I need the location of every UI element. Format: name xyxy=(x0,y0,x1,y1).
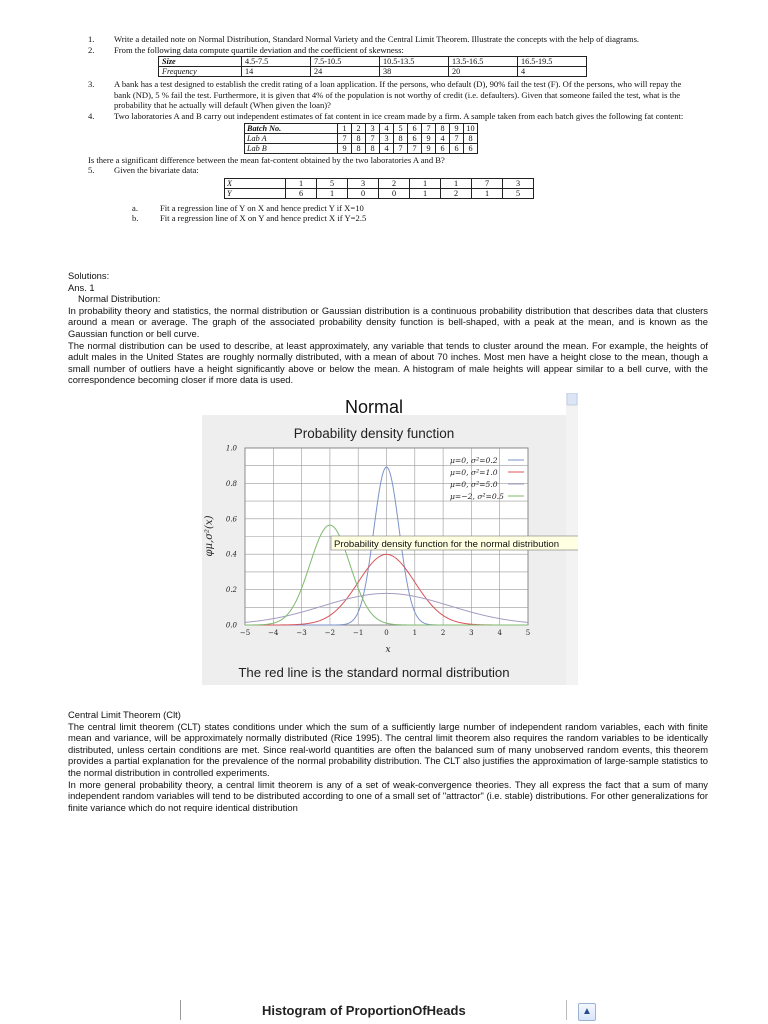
legend-label: μ=0, σ²=1.0 xyxy=(450,468,498,477)
lab-b-cell: 7 xyxy=(394,143,408,153)
clt-heading: Central Limit Theorem (Clt) xyxy=(68,709,181,720)
question-text: Given the bivariate data: xyxy=(114,165,199,176)
lab-b-cell: 8 xyxy=(366,143,380,153)
lab-b-cell: 6 xyxy=(450,143,464,153)
y-cell: 0 xyxy=(348,188,379,198)
tooltip-text: Probability density function for the normal distribution xyxy=(334,539,560,550)
lab-a-label: Lab A xyxy=(245,133,338,143)
y-cell: 2 xyxy=(441,188,472,198)
batch-cell: 7 xyxy=(422,123,436,133)
pdf-chart xyxy=(202,393,578,685)
x-cell: 1 xyxy=(410,178,441,188)
fat-content-table xyxy=(244,123,478,154)
lab-a-cell: 7 xyxy=(338,133,352,143)
solutions-section xyxy=(68,270,708,386)
lab-a-cell: 6 xyxy=(408,133,422,143)
frequency-cell: 24 xyxy=(311,67,380,77)
scrollbar-thumb[interactable] xyxy=(567,393,577,405)
normal-distribution-paragraph-2: The normal distribution can be used to describe, at least approximately, any variable that tends to cluster around the mean. For example, the heights of adult males in the United States are roughly normally distributed, with a mean of about 70 inches. Most men have a height close to the mean, though a small number of outliers have a height significantly above or below the mean. A histogram of male heights will appear similar to a bell curve, with the correspondence becoming closer if more data is used. xyxy=(68,339,708,386)
lab-a-cell: 8 xyxy=(464,133,478,143)
question-number: 4. xyxy=(88,110,95,121)
clt-paragraph-2: In more general probability theory, a central limit theorem is any of a set of weak-convergence theories. They all express the fact that a sum of many independent random variables will tend to be distributed according to one of a small set of "attractor" (i.e. stable) distributions. For other generalizations for finite variance which do not require identical distribution xyxy=(68,778,708,813)
tooltip xyxy=(331,536,578,550)
lab-b-row xyxy=(245,143,478,153)
batch-cell: 2 xyxy=(352,123,366,133)
question-text: Two laboratories A and B carry out independent estimates of fat content in ice cream made by a firm. A sample taken from each batch gives the following fat content: xyxy=(114,110,684,121)
batch-label: Batch No. xyxy=(247,123,282,133)
answer-label: Ans. 1 xyxy=(68,281,95,293)
subquestion-text: Fit a regression line of Y on X and hence predict Y if X=10 xyxy=(160,202,364,213)
size-cell: 16.5-19.5 xyxy=(518,57,587,67)
lab-a-cell: 3 xyxy=(380,133,394,143)
question-4 xyxy=(88,111,700,122)
question-number: 3. xyxy=(88,79,95,90)
x-tick-label: 1 xyxy=(412,629,418,637)
y-tick-label: 0.0 xyxy=(225,621,237,630)
batch-cell: 3 xyxy=(366,123,380,133)
x-tick-label: −2 xyxy=(324,629,336,637)
scroll-up-icon[interactable]: ▲ xyxy=(578,1003,596,1021)
figure-title: Normal xyxy=(344,397,404,417)
batch-cell: 4 xyxy=(380,123,394,133)
bivariate-table xyxy=(224,178,534,199)
normal-distribution-paragraph-1: In probability theory and statistics, the normal distribution or Gaussian distribution is a continuous probability distribution that describes data that clusters around a mean or average. The graph of the associated probability density function is bell-shaped, with a peak at the mean, and is known as the Gaussian function or bell curve. xyxy=(68,304,708,339)
x-label: X xyxy=(225,178,286,188)
batch-cell: 5 xyxy=(394,123,408,133)
x-tick-label: 3 xyxy=(469,629,474,637)
x-cell: 3 xyxy=(503,178,534,188)
x-cell: 7 xyxy=(472,178,503,188)
x-cell: 2 xyxy=(379,178,410,188)
question-4-followup: Is there a significant difference between the mean fat-content obtained by the two laboratories A and B? xyxy=(88,154,445,165)
histogram-title: Histogram of ProportionOfHeads xyxy=(262,1003,466,1018)
size-cell: 13.5-16.5 xyxy=(449,57,518,67)
x-tick-label: 4 xyxy=(497,629,502,637)
subquestion-label: a. xyxy=(132,202,138,213)
batch-cell: 10 xyxy=(464,123,478,133)
legend-label: μ=0, σ²=0.2 xyxy=(450,456,498,465)
divider xyxy=(180,1000,181,1020)
question-1 xyxy=(88,34,700,45)
questions-section xyxy=(88,34,700,224)
clt-section xyxy=(68,709,708,813)
x-cell: 1 xyxy=(441,178,472,188)
x-tick-label: 2 xyxy=(440,629,446,637)
batch-cell: 8 xyxy=(436,123,450,133)
lab-a-cell: 9 xyxy=(422,133,436,143)
x-cell: 3 xyxy=(348,178,379,188)
y-axis-label: φμ,σ²(x) xyxy=(204,515,215,557)
y-tick-label: 0.4 xyxy=(225,550,237,559)
y-cell: 1 xyxy=(317,188,348,198)
lab-a-cell: 7 xyxy=(450,133,464,143)
size-cell: 4.5-7.5 xyxy=(242,57,311,67)
lab-a-row xyxy=(245,133,478,143)
legend-label: μ=−2, σ²=0.5 xyxy=(450,492,504,501)
y-cell: 1 xyxy=(472,188,503,198)
clt-paragraph-1: The central limit theorem (CLT) states conditions under which the sum of a sufficiently large number of independent random variables, each with finite mean and variance, will be approximately normally distributed (Rice 1995). The central limit theorem also requires the random variables to be identically distributed, unless certain conditions are met. Since real-world quantities are often the balanced sum of many unobserved random events, this theorem provides a partial explanation for the prevalence of the normal probability distribution. The CLT also justifies the approximation of large-sample statistics to the normal distribution in controlled experiments. xyxy=(68,720,708,778)
lab-a-cell: 8 xyxy=(394,133,408,143)
lab-b-cell: 7 xyxy=(408,143,422,153)
frequency-label: Frequency xyxy=(159,67,242,77)
question-3 xyxy=(88,79,700,111)
y-tick-label: 0.8 xyxy=(225,479,237,488)
frequency-cell: 38 xyxy=(380,67,449,77)
y-tick-label: 0.2 xyxy=(225,586,237,595)
y-label: Y xyxy=(225,188,286,198)
lab-b-cell: 4 xyxy=(380,143,394,153)
size-label: Size xyxy=(162,57,176,67)
batch-cell: 6 xyxy=(408,123,422,133)
x-tick-label: −3 xyxy=(296,629,307,637)
lab-a-cell: 7 xyxy=(366,133,380,143)
subquestion-label: b. xyxy=(132,213,139,224)
x-tick-label: 0 xyxy=(384,629,389,637)
normal-distribution-figure xyxy=(202,393,578,685)
lab-b-cell: 8 xyxy=(352,143,366,153)
frequency-cell: 20 xyxy=(449,67,518,77)
lab-b-cell: 9 xyxy=(338,143,352,153)
y-cell: 5 xyxy=(503,188,534,198)
figure-caption: The red line is the standard normal distribution xyxy=(238,665,510,680)
figure-subtitle: Probability density function xyxy=(293,426,455,441)
question-5a xyxy=(88,203,700,214)
divider xyxy=(566,1000,567,1020)
batch-cell: 1 xyxy=(338,123,352,133)
lab-a-cell: 4 xyxy=(436,133,450,143)
y-tick-label: 1.0 xyxy=(225,444,237,453)
question-2 xyxy=(88,45,700,56)
frequency-cell: 14 xyxy=(242,67,311,77)
x-tick-label: 5 xyxy=(525,629,531,637)
question-text: Write a detailed note on Normal Distribution, Standard Normal Variety and the Central Limit Theorem. Illustrate the concepts with the help of diagrams. xyxy=(114,34,640,44)
y-row xyxy=(225,188,534,198)
question-text: From the following data compute quartile deviation and the coefficient of skewness: xyxy=(114,44,404,55)
next-figure-header xyxy=(0,994,768,1024)
lab-a-cell: 8 xyxy=(352,133,366,143)
batch-cell: 9 xyxy=(450,123,464,133)
question-number: 5. xyxy=(88,165,95,176)
size-cell: 7.5-10.5 xyxy=(311,57,380,67)
lab-b-cell: 6 xyxy=(436,143,450,153)
size-cell: 10.5-13.5 xyxy=(380,57,449,67)
normal-distribution-heading: Normal Distribution: xyxy=(78,293,161,305)
x-cell: 1 xyxy=(286,178,317,188)
x-tick-label: −4 xyxy=(268,629,279,637)
question-number: 1. xyxy=(88,34,95,44)
lab-b-cell: 9 xyxy=(422,143,436,153)
size-row xyxy=(159,57,587,67)
subquestion-text: Fit a regression line of X on Y and hence predict X if Y=2.5 xyxy=(160,213,367,224)
x-cell: 5 xyxy=(317,178,348,188)
frequency-cell: 4 xyxy=(518,67,587,77)
question-text: A bank has a test designed to establish the credit rating of a loan application. If the persons, who default (D), 90% fail the test (F). Of the persons, who will repay the bank (ND), 5 % fail the test. Furthermore, it is given that 4% of the population is not worthy of credit (i.e. defaulters). Given that someone failed the test, what is the probability that he actually will default (When given the loan)? xyxy=(114,79,682,111)
question-number: 2. xyxy=(88,44,95,55)
frequency-row xyxy=(159,67,587,77)
y-tick-label: 0.6 xyxy=(225,515,237,524)
y-cell: 6 xyxy=(286,188,317,198)
x-tick-label: −1 xyxy=(353,629,364,637)
y-cell: 1 xyxy=(410,188,441,198)
lab-b-label: Lab B xyxy=(245,143,338,153)
y-cell: 0 xyxy=(379,188,410,198)
frequency-table xyxy=(158,56,587,77)
legend-label: μ=0, σ²=5.0 xyxy=(450,480,498,489)
lab-b-cell: 6 xyxy=(464,143,478,153)
x-axis-label: x xyxy=(385,645,391,655)
batch-row xyxy=(245,123,478,133)
solutions-heading: Solutions: xyxy=(68,270,110,281)
question-5b xyxy=(88,213,700,224)
x-row xyxy=(225,178,534,188)
question-5 xyxy=(88,165,700,176)
x-tick-label: −5 xyxy=(239,629,251,637)
